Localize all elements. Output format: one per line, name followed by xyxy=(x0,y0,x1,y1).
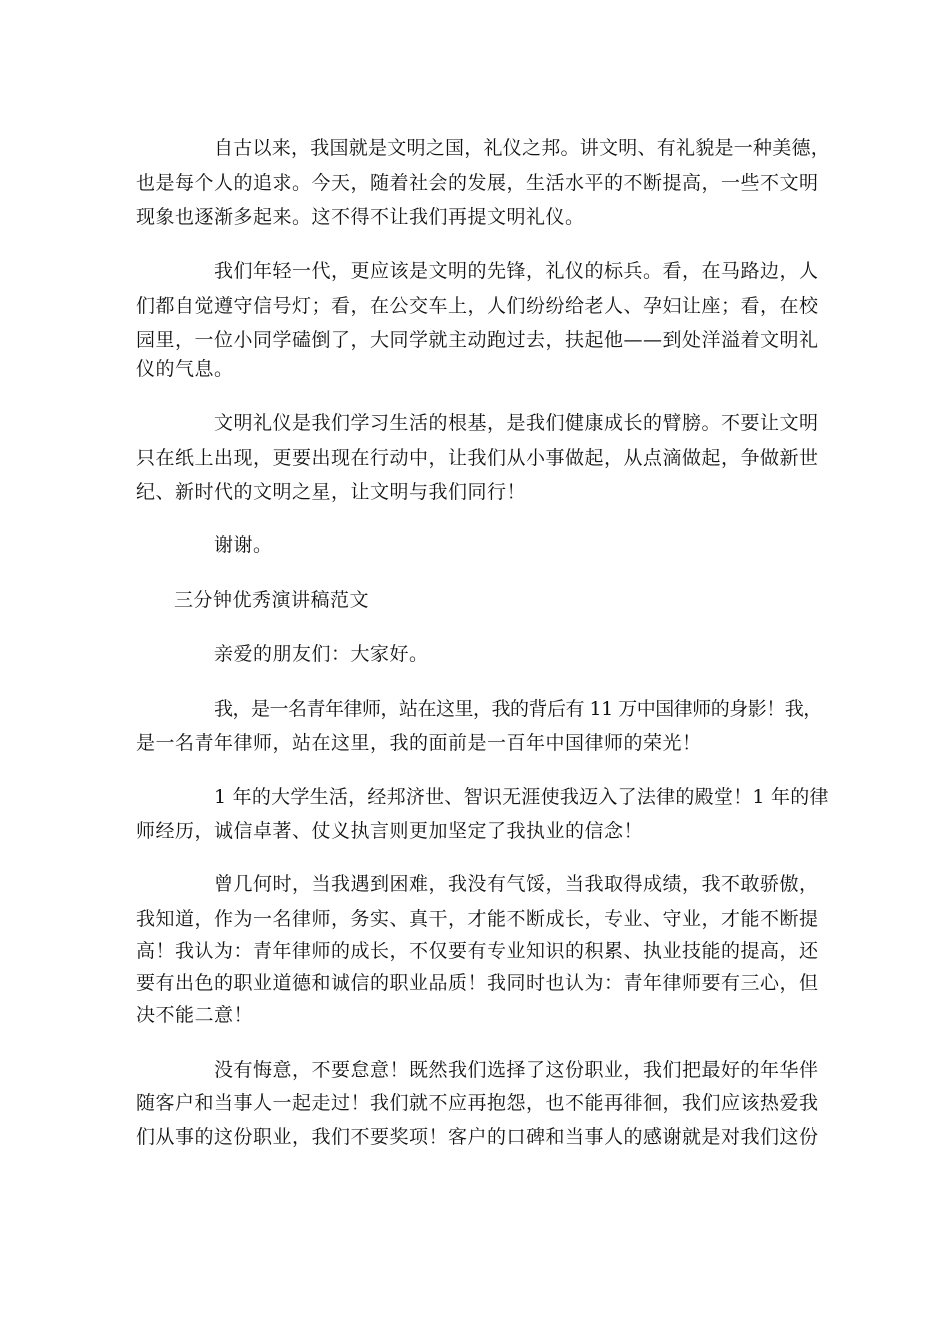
paragraph-line: 要有出色的职业道德和诚信的职业品质！我同时也认为：青年律师要有三心，但 xyxy=(136,972,819,994)
paragraph-line: 是一名青年律师，站在这里，我的面前是一百年中国律师的荣光！ xyxy=(136,732,702,754)
paragraph-line: 高！我认为：青年律师的成长，不仅要有专业知识的积累、执业技能的提高，还 xyxy=(136,940,819,962)
greeting-line: 亲爱的朋友们：大家好。 xyxy=(214,643,429,665)
paragraph-line: 我们年轻一代，更应该是文明的先锋，礼仪的标兵。看，在马路边，人 xyxy=(214,260,819,282)
paragraph-line: 我，是一名青年律师，站在这里，我的背后有 11 万中国律师的身影！我， xyxy=(214,698,822,720)
paragraph-line: 曾几何时，当我遇到困难，我没有气馁，当我取得成绩，我不敢骄傲， xyxy=(214,873,819,895)
paragraph-line: 自古以来，我国就是文明之国，礼仪之邦。讲文明、有礼貌是一种美德， xyxy=(214,137,831,159)
paragraph-line: 没有悔意，不要怠意！既然我们选择了这份职业，我们把最好的年华伴 xyxy=(214,1059,819,1081)
paragraph-line: 园里，一位小同学磕倒了，大同学就主动跑过去，扶起他——到处洋溢着文明礼 xyxy=(136,329,819,351)
paragraph-line: 师经历，诚信卓著、仗义执言则更加坚定了我执业的信念！ xyxy=(136,820,644,842)
paragraph-line: 纪、新时代的文明之星，让文明与我们同行！ xyxy=(136,481,527,503)
paragraph-line: 文明礼仪是我们学习生活的根基，是我们健康成长的臂膀。不要让文明 xyxy=(214,412,819,434)
paragraph-line: 也是每个人的追求。今天，随着社会的发展，生活水平的不断提高，一些不文明 xyxy=(136,172,819,194)
paragraph-line: 决不能二意！ xyxy=(136,1004,254,1026)
section-title: 三分钟优秀演讲稿范文 xyxy=(174,589,370,611)
paragraph-line: 1 年的大学生活，经邦济世、智识无涯使我迈入了法律的殿堂！1 年的律 xyxy=(214,786,829,808)
paragraph-line: 随客户和当事人一起走过！我们就不应再抱怨，也不能再徘徊，我们应该热爱我 xyxy=(136,1092,819,1114)
paragraph-line: 现象也逐渐多起来。这不得不让我们再提文明礼仪。 xyxy=(136,206,585,228)
paragraph-line: 我知道，作为一名律师，务实、真干，才能不断成长，专业、守业，才能不断提 xyxy=(136,908,819,930)
paragraph-line: 只在纸上出现，更要出现在行动中，让我们从小事做起，从点滴做起，争做新世 xyxy=(136,447,819,469)
closing-line: 谢谢。 xyxy=(214,534,273,556)
paragraph-line: 们从事的这份职业，我们不要奖项！客户的口碑和当事人的感谢就是对我们这份 xyxy=(136,1126,819,1148)
paragraph-line: 仪的气息。 xyxy=(136,358,234,380)
paragraph-line: 们都自觉遵守信号灯；看，在公交车上，人们纷纷给老人、孕妇让座；看，在校 xyxy=(136,295,819,317)
